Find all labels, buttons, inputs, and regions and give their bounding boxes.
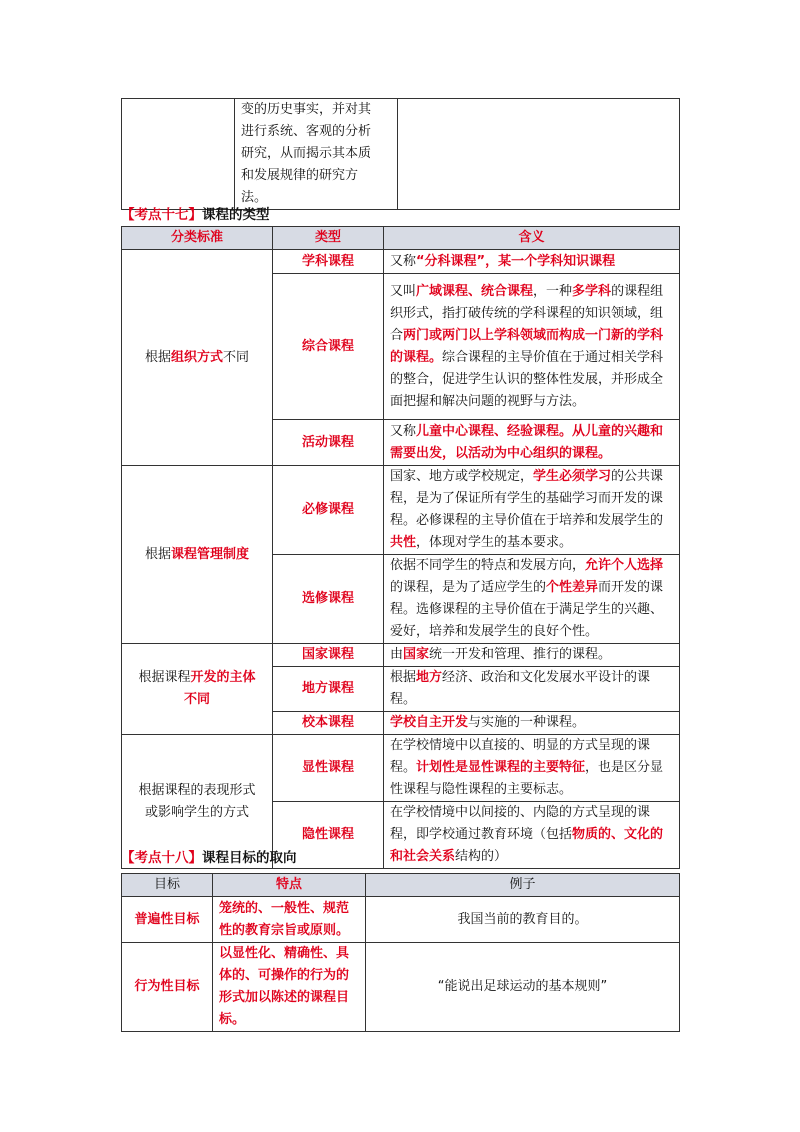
meaning-text: 的公共课程，是为了保证所有学生的基础学习而开发的课程。必修课程的主导价值在于培养和发展学生的 [390,469,664,528]
criterion-cell [122,250,273,466]
type-cell: 校本课程 [273,712,384,735]
top-line: 法。 [241,190,268,205]
meaning-text: ，也是区分显性课程与隐性课程的主要标志。 [390,760,664,797]
goal-cell: 行为性目标 [122,943,213,1032]
course-types-table [121,226,680,869]
meaning-highlight: 儿童中心课程、经验课程。从儿童的兴趣和需要出发，以活动为中心组织的课程。 [390,423,664,461]
criterion-highlight: 课程管理制度 [171,546,250,562]
meaning-highlight: 物质的、文化的和社会关系 [390,827,664,864]
meaning-cell [384,274,680,420]
criterion-highlight: 组织方式 [170,349,223,365]
meaning-text: 在学校情境中以间接的、内隐的方式呈现的课程，即学校通过教育环境（包括 [390,805,651,842]
feature-cell: 以显性化、精确性、具体的、可操作的行为的形式加以陈述的课程目标。 [213,943,366,1032]
type-cell: 综合课程 [273,274,384,420]
header-meaning: 含义 [384,227,680,250]
meaning-text: 由 [390,647,404,662]
meaning-highlight: 允许个人选择 [585,558,664,573]
meaning-cell [384,644,680,667]
meaning-cell [384,735,680,802]
meaning-cell [384,420,680,466]
meaning-cell [384,466,680,555]
header-example: 例子 [366,874,680,897]
course-goal-table [121,873,680,1032]
section-17-heading [121,205,270,225]
feature-cell: 笼统的、一般性、规范性的教育宗旨或原则。 [213,897,366,943]
type-cell: 必修课程 [273,466,384,555]
top-line: 变的历史事实，并对其 [241,102,372,117]
type-cell: 隐性课程 [273,802,384,869]
meaning-text: 的课程，是为了适应学生的 [390,580,547,595]
header-type: 类型 [273,227,384,250]
criterion-text: 根据 [144,349,171,365]
meaning-text: 在学校情境中以直接的、明显的方式呈现的课程。 [390,738,651,775]
meaning-text: 根据 [390,670,417,685]
top-line: 和发展规律的研究方 [241,168,359,183]
section-17-bracket: 【考点十七】 [121,207,202,223]
criterion-text: 根据课程的表现形式 [138,782,256,798]
meaning-highlight: 地方 [416,670,443,685]
meaning-text: 经济、政治和文化发展水平设计的课程。 [390,670,651,707]
criterion-cell [122,466,273,644]
meaning-cell [384,802,680,869]
top-line: 研究，从而揭示其本质 [241,146,372,161]
top-empty-cell-2 [398,99,680,210]
meaning-text: ，一种 [533,283,573,299]
meaning-text: 的课程组织形式，指打破传统的学科课程的知识领域，组合 [390,283,664,343]
meaning-cell [384,250,680,274]
top-empty-cell-1 [122,99,235,210]
criterion-text: 不同 [223,349,250,365]
meaning-text: 综合课程的主导价值在于通过相关学科的整合，促进学生认识的整体性发展，并形成全面把握和解决问题的视野与方法。 [390,349,664,409]
criterion-text: 或影响学生的方式 [144,804,249,820]
meaning-highlight: 学生必须学习 [533,469,612,484]
meaning-highlight: “分科课程”，某一个学科知识课程 [416,253,616,269]
meaning-text: 又叫 [390,283,417,299]
section-17-title: 课程的类型 [202,207,270,223]
section-18-bracket: 【考点十八】 [121,850,202,866]
criterion-text: 根据 [144,546,171,562]
meaning-text: 而开发的课程。选修课程的主导价值在于满足学生的兴趣、爱好，培养和发展学生的良好个性。 [390,580,664,639]
criterion-cell [122,644,273,735]
meaning-highlight: 个性差异 [546,580,599,595]
meaning-text: 又称 [390,253,417,269]
meaning-highlight: 计划性是显性课程的主要特征 [416,760,586,775]
criterion-highlight: 开发的主体 [190,670,256,685]
meaning-highlight: 国家 [403,647,430,662]
top-table [121,98,680,210]
section-18-heading [121,848,297,868]
criterion-highlight: 不同 [183,692,210,707]
example-cell: 我国当前的教育目的。 [366,897,680,943]
meaning-text: ，体现对学生的基本要求。 [416,535,573,550]
meaning-text: 依据不同学生的特点和发展方向， [390,558,586,573]
header-goal: 目标 [122,874,213,897]
type-cell: 国家课程 [273,644,384,667]
meaning-text: 结构的） [455,849,508,864]
meaning-text: 又称 [390,423,417,439]
type-cell: 选修课程 [273,555,384,644]
meaning-text: 与实施的一种课程。 [468,715,586,730]
meaning-highlight: 多学科 [572,283,612,299]
header-feature: 特点 [213,874,366,897]
type-cell: 学科课程 [273,250,384,274]
criterion-text: 根据课程 [138,670,191,685]
example-cell: “能说出足球运动的基本规则” [366,943,680,1032]
meaning-highlight: 共性 [390,535,417,550]
meaning-text: 统一开发和管理、推行的课程。 [429,647,612,662]
type-cell: 显性课程 [273,735,384,802]
goal-cell: 普遍性目标 [122,897,213,943]
meaning-text: 国家、地方或学校规定， [390,469,534,484]
top-line: 进行系统、客观的分析 [241,124,372,139]
type-cell: 地方课程 [273,667,384,712]
meaning-cell [384,667,680,712]
meaning-highlight: 广域课程、统合课程 [416,283,534,299]
type-cell: 活动课程 [273,420,384,466]
header-criterion: 分类标准 [122,227,273,250]
top-text-cell [235,99,398,210]
meaning-highlight: 学校自主开发 [390,715,469,730]
meaning-cell [384,712,680,735]
meaning-cell [384,555,680,644]
meaning-highlight: 两门或两门以上学科领域而构成一门新的学科的课程。 [390,327,664,365]
section-18-title: 课程目标的取向 [202,850,297,866]
